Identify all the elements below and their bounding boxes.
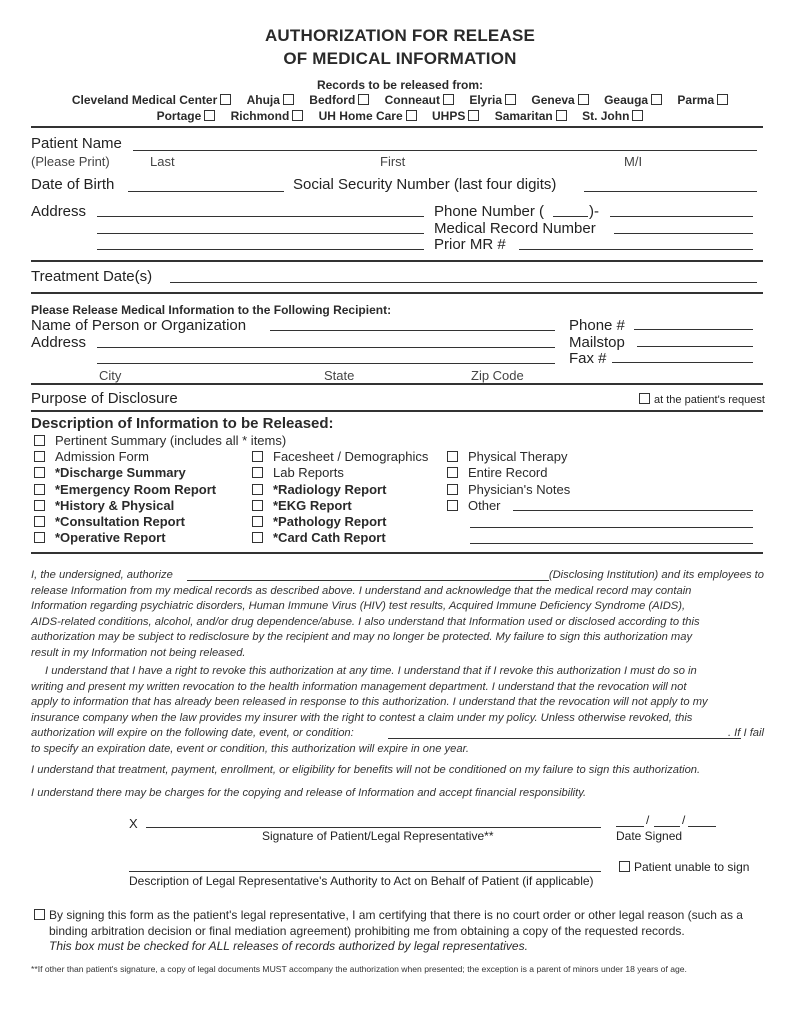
option-admission-form[interactable]: Admission Form <box>34 449 149 464</box>
option-er-report[interactable]: *Emergency Room Report <box>34 482 216 497</box>
checkbox-icon[interactable] <box>447 467 458 478</box>
mailstop-label: Mailstop <box>569 334 625 351</box>
patient-request-option[interactable]: at the patient's request <box>639 393 765 406</box>
patient-name-label: Patient Name <box>31 135 122 152</box>
phone-number-field[interactable] <box>610 216 753 217</box>
other-field-line-2[interactable] <box>470 527 753 528</box>
authority-label: Description of Legal Representative's Authority to Act on Behalf of Patient (if applicable) <box>129 874 594 888</box>
treatment-statement: I understand that treatment, payment, enrollment, or eligibility for benefits will not be conditioned on my failure to sign this authorization. <box>31 764 701 776</box>
checkbox-icon[interactable] <box>358 94 369 105</box>
checkbox-icon[interactable] <box>252 532 263 543</box>
section-divider <box>31 552 763 554</box>
option-history-physical[interactable]: *History & Physical <box>34 498 174 513</box>
ssn-field[interactable] <box>584 191 757 192</box>
facility-geauga[interactable]: Geauga <box>604 93 662 107</box>
facility-row-2 <box>0 109 800 123</box>
checkbox-icon[interactable] <box>447 500 458 511</box>
checkbox-icon[interactable] <box>443 94 454 105</box>
facility-uhps[interactable]: UHPS <box>432 109 479 123</box>
checkbox-icon[interactable] <box>468 110 479 121</box>
section-divider <box>31 126 763 128</box>
checkbox-icon[interactable] <box>639 393 650 404</box>
checkbox-icon[interactable] <box>34 484 45 495</box>
checkbox-icon[interactable] <box>447 484 458 495</box>
dob-field[interactable] <box>128 191 284 192</box>
checkbox-icon[interactable] <box>252 451 263 462</box>
recipient-name-label: Name of Person or Organization <box>31 317 247 334</box>
checkbox-icon[interactable] <box>505 94 516 105</box>
records-from-label: Records to be released from: <box>316 78 484 92</box>
mailstop-field[interactable] <box>637 346 753 347</box>
facility-uh-home-care[interactable]: UH Home Care <box>319 109 417 123</box>
disclosing-institution-field[interactable] <box>187 580 549 581</box>
recipient-phone-field[interactable] <box>634 329 753 330</box>
option-ekg-report[interactable]: *EKG Report <box>252 498 352 513</box>
checkbox-icon[interactable] <box>632 110 643 121</box>
last-name-hint: Last <box>150 154 175 169</box>
facility-cleveland[interactable]: Cleveland Medical Center <box>72 93 231 107</box>
checkbox-icon[interactable] <box>252 516 263 527</box>
address-label: Address <box>31 203 87 220</box>
recipient-name-field[interactable] <box>270 330 555 331</box>
section-divider <box>31 260 763 262</box>
option-physical-therapy[interactable]: Physical Therapy <box>447 449 567 464</box>
signature-label: Signature of Patient/Legal Representative** <box>262 829 494 843</box>
description-heading: Description of Information to be Released: <box>31 415 334 432</box>
facility-elyria[interactable]: Elyria <box>469 93 516 107</box>
option-consultation-report[interactable]: *Consultation Report <box>34 514 185 529</box>
dob-label: Date of Birth <box>31 176 115 193</box>
form-title-line2: OF MEDICAL INFORMATION <box>283 49 517 68</box>
facility-row-1 <box>0 93 800 107</box>
legal-rep-certification[interactable]: By signing this form as the patient's legal representative, I am certifying that there is no court order or other legal reason (such as a binding arbitration decision or final mediation agreement) prohibiting me from obtaining a copy of the requested records. This box must be checked for ALL releases of records authorized by legal representatives. <box>34 908 764 955</box>
address-line-3[interactable] <box>97 249 424 250</box>
checkbox-icon[interactable] <box>34 467 45 478</box>
facility-conneaut[interactable]: Conneaut <box>385 93 454 107</box>
option-pathology-report[interactable]: *Pathology Report <box>252 514 386 529</box>
please-print-hint: (Please Print) <box>31 154 110 169</box>
phone-area-code-field[interactable] <box>553 216 588 217</box>
option-other[interactable]: Other <box>447 498 501 513</box>
mrn-label: Medical Record Number <box>434 220 596 237</box>
recipient-address-line-1[interactable] <box>97 347 555 348</box>
fax-field[interactable] <box>612 362 753 363</box>
checkbox-icon[interactable] <box>220 94 231 105</box>
fax-label: Fax # <box>569 350 607 367</box>
facility-st-john[interactable]: St. John <box>582 109 643 123</box>
option-operative-report[interactable]: *Operative Report <box>34 530 166 545</box>
authorization-paragraph: I, the undersigned, authorize (Disclosing Institution) and its employees to release Information from my medical records as described above. I understand and acknowledge that the medical record may contain Information regarding psychiatric disorders, Human Immune Virus (HIV) test results, Acquired Immune Deficiency Syndrome (AIDS), AIDS-related conditions, alcohol, and/or drug dependence/abuse. I also understand that Information used or disclosed according to this authorization may be subject to redisclosure by the recipient and may no longer be protected. My failure to sign this authorization may result in my Information not being released. <box>31 569 764 659</box>
checkbox-icon[interactable] <box>651 94 662 105</box>
revocation-paragraph: I understand that I have a right to revoke this authorization at any time. I understand that if I revoke this authorization I must do so in writing and present my written revocation to the health information management department. I understand that the revocation will not apply to information that has already been released in response to this authorization. I understand that the revocation will not apply to my insurance company when the law provides my insurer with the right to contest a claim under my policy. Unless otherwise revoked, this authorization will expire on the following date, event, or condition: . If I fail to specify an expiration date, event or condition, this authorization will expire in one year. <box>31 665 764 755</box>
checkbox-icon[interactable] <box>292 110 303 121</box>
recipient-address-line-2[interactable] <box>97 363 555 364</box>
checkbox-icon[interactable] <box>717 94 728 105</box>
address-line-2[interactable] <box>97 233 424 234</box>
option-entire-record[interactable]: Entire Record <box>447 465 547 480</box>
facility-portage[interactable]: Portage <box>157 109 216 123</box>
option-facesheet[interactable]: Facesheet / Demographics <box>252 449 428 464</box>
signature-x-mark: X <box>129 816 138 831</box>
checkbox-icon[interactable] <box>34 909 45 920</box>
expiration-field[interactable] <box>388 738 741 739</box>
treatment-dates-field[interactable] <box>170 282 757 283</box>
phone-separator: )- <box>589 203 599 220</box>
city-hint: City <box>99 368 122 383</box>
date-signed-field[interactable]: / / <box>616 815 718 829</box>
option-radiology-report[interactable]: *Radiology Report <box>252 482 386 497</box>
prior-mr-label: Prior MR # <box>434 236 506 253</box>
facility-parma[interactable]: Parma <box>677 93 728 107</box>
treatment-dates-label: Treatment Date(s) <box>31 268 153 285</box>
option-card-cath-report[interactable]: *Card Cath Report <box>252 530 386 545</box>
section-divider <box>31 292 763 294</box>
section-divider <box>31 383 763 385</box>
mi-hint: M/I <box>624 154 643 169</box>
checkbox-icon[interactable] <box>252 484 263 495</box>
recipient-phone-label: Phone # <box>569 317 625 334</box>
checkbox-icon[interactable] <box>556 110 567 121</box>
checkbox-icon[interactable] <box>283 94 294 105</box>
other-field-line-3[interactable] <box>470 543 753 544</box>
purpose-label: Purpose of Disclosure <box>31 390 178 407</box>
option-discharge-summary[interactable]: *Discharge Summary <box>34 465 186 480</box>
checkbox-icon[interactable] <box>34 435 45 446</box>
zip-hint: Zip Code <box>471 368 524 383</box>
option-physicians-notes[interactable]: Physician's Notes <box>447 482 570 497</box>
form-title-line1: AUTHORIZATION FOR RELEASE <box>264 26 536 45</box>
facility-geneva[interactable]: Geneva <box>531 93 588 107</box>
checkbox-icon[interactable] <box>406 110 417 121</box>
checkbox-icon[interactable] <box>252 500 263 511</box>
facility-richmond[interactable]: Richmond <box>231 109 304 123</box>
address-line-1[interactable] <box>97 216 424 217</box>
phone-label: Phone Number ( <box>434 203 545 220</box>
prior-mr-field[interactable] <box>519 249 753 250</box>
facility-bedford[interactable]: Bedford <box>309 93 369 107</box>
option-pertinent-summary[interactable]: Pertinent Summary (includes all * items) <box>34 433 286 448</box>
checkbox-icon[interactable] <box>34 500 45 511</box>
state-hint: State <box>324 368 355 383</box>
checkbox-icon[interactable] <box>204 110 215 121</box>
facility-ahuja[interactable]: Ahuja <box>247 93 294 107</box>
facility-samaritan[interactable]: Samaritan <box>495 109 567 123</box>
recipient-address-label: Address <box>31 334 87 351</box>
option-lab-reports[interactable]: Lab Reports <box>252 465 344 480</box>
charges-statement: I understand there may be charges for the copying and release of Information and accept financial responsibility. <box>31 787 587 799</box>
recipient-heading: Please Release Medical Information to the Following Recipient: <box>31 303 392 317</box>
section-divider <box>31 410 763 412</box>
signature-field[interactable] <box>146 827 601 828</box>
checkbox-icon[interactable] <box>619 861 630 872</box>
patient-name-field[interactable] <box>133 150 757 151</box>
checkbox-icon[interactable] <box>34 532 45 543</box>
patient-unable-option[interactable]: Patient unable to sign <box>619 860 749 874</box>
footnote: **If other than patient's signature, a copy of legal documents MUST accompany the authorization when presented; the exception is a parent of minors under 18 years of age. <box>31 964 687 974</box>
checkbox-icon[interactable] <box>447 451 458 462</box>
first-name-hint: First <box>380 154 406 169</box>
authority-field[interactable] <box>129 871 601 872</box>
checkbox-icon[interactable] <box>252 467 263 478</box>
mrn-field[interactable] <box>614 233 753 234</box>
ssn-label: Social Security Number (last four digits) <box>293 176 557 193</box>
checkbox-icon[interactable] <box>34 451 45 462</box>
date-signed-label: Date Signed <box>616 829 683 843</box>
checkbox-icon[interactable] <box>34 516 45 527</box>
other-field-line-1[interactable] <box>513 510 753 511</box>
checkbox-icon[interactable] <box>578 94 589 105</box>
